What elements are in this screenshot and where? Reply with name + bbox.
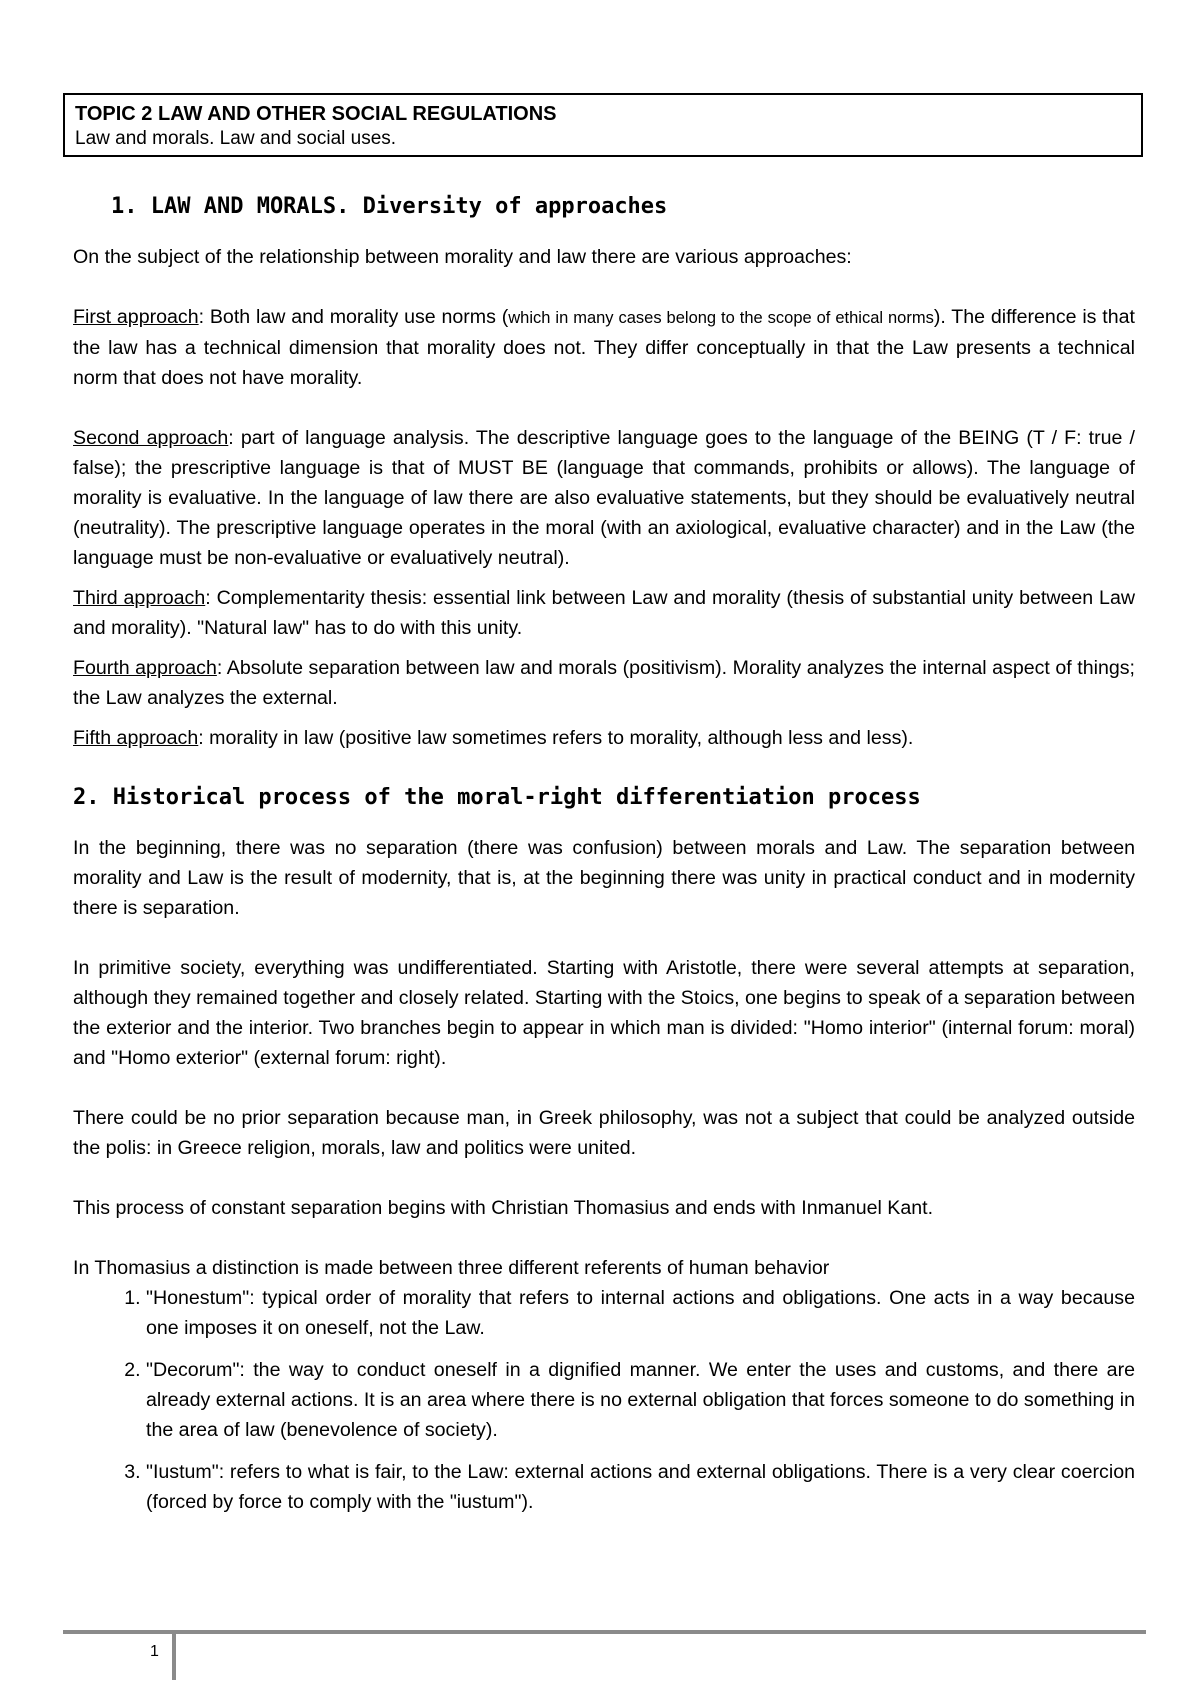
- approach-4-text: : Absolute separation between law and morals (positivism). Morality analyzes the internal aspect of things; the Law analyzes the external.: [73, 657, 1135, 709]
- thomasius-referents-list: [73, 1283, 1135, 1517]
- approach-5-paragraph: [73, 723, 1135, 753]
- list-item: 1. "Honestum": typical order of morality that refers to internal actions and obligations. One acts in a way because one imposes it on oneself, not the Law.: [146, 1283, 1135, 1343]
- section-1-heading: 1. LAW AND MORALS. Diversity of approaches: [111, 194, 668, 219]
- approach-1-paragraph: [73, 302, 1135, 393]
- list-item: 2. "Decorum": the way to conduct oneself in a dignified manner. We enter the uses and customs, and there are already external actions. It is an area where there is no external obligation that forces someone to do something in the area of law (benevolence of society).: [146, 1355, 1135, 1445]
- page-number: 1: [150, 1643, 159, 1660]
- topic-subtitle: Law and morals. Law and social uses.: [75, 128, 397, 149]
- approach-2-label: Second approach: [73, 427, 229, 449]
- section-2-paragraph-1: In the beginning, there was no separation (there was confusion) between morals and Law. The separation between morality and Law is the result of modernity, that is, at the beginning there was unity in practical conduct and in modernity there is separation.: [73, 837, 1135, 919]
- section-2-paragraph-4: This process of constant separation begins with Christian Thomasius and ends with Inmanuel Kant.: [73, 1197, 934, 1219]
- list-item: 3. "Iustum": refers to what is fair, to the Law: external actions and external obligations. There is a very clear coercion (forced by force to comply with the "iustum").: [146, 1457, 1135, 1517]
- topic-header-box: [63, 93, 1143, 157]
- section-2-paragraph-2: In primitive society, everything was undifferentiated. Starting with Aristotle, there were several attempts at separation, although they remained together and closely related. Starting with the Stoics, one begins to speak of a separation between the exterior and the interior. Two branches begin to appear in which man is divided: "Homo interior" (internal forum: moral) and "Homo exterior" (external forum: right).: [73, 957, 1136, 1069]
- footer-rule: [63, 1630, 1146, 1634]
- topic-title: TOPIC 2 LAW AND OTHER SOCIAL REGULATIONS: [75, 103, 557, 125]
- approach-4-paragraph: [73, 653, 1135, 713]
- approach-1-text-b: ). The difference is that the law has a technical dimension that morality does not. They differ conceptually in that the Law presents a technical norm that does not have morality.: [73, 306, 1135, 389]
- approach-5-text: : morality in law (positive law sometimes refers to morality, although less and less).: [198, 727, 914, 749]
- document-body: [73, 192, 1135, 1529]
- section-2-paragraph-3: There could be no prior separation because man, in Greek philosophy, was not a subject that could be analyzed outside the polis: in Greece religion, morals, law and politics were united.: [73, 1107, 1135, 1159]
- approach-3-paragraph: [73, 583, 1135, 643]
- approach-3-text: : Complementarity thesis: essential link between Law and morality (thesis of substantial unity between Law and morality). "Natural law" has to do with this unity.: [73, 587, 1135, 639]
- footer-divider-tick: [172, 1630, 176, 1680]
- approach-1-small-text: which in many cases belong to the scope of ethical norms: [508, 309, 934, 327]
- approach-5-label: Fifth approach: [73, 727, 199, 749]
- approach-1-label: First approach: [73, 306, 199, 328]
- approach-2-paragraph: [73, 423, 1135, 573]
- approach-4-label: Fourth approach: [73, 657, 217, 679]
- section-2-paragraph-5: In Thomasius a distinction is made between three different referents of human behavior: [73, 1257, 830, 1279]
- approach-3-label: Third approach: [73, 587, 206, 609]
- approach-2-text: : part of language analysis. The descriptive language goes to the language of the BEING (T / F: true / false); the prescriptive language is that of MUST BE (language that commands, prohibits or allows). The language of morality is evaluative. In the language of law there are also evaluative statements, but they should be evaluatively neutral (neutrality). The prescriptive language operates in the moral (with an axiological, evaluative character) and in the Law (the language must be non-evaluative or evaluatively neutral).: [73, 427, 1135, 569]
- section-2-heading: 2. Historical process of the moral-right differentiation process: [73, 785, 921, 810]
- section-1-intro: On the subject of the relationship between morality and law there are various approaches:: [73, 246, 852, 268]
- approach-1-text-a: : Both law and morality use norms (: [198, 306, 509, 328]
